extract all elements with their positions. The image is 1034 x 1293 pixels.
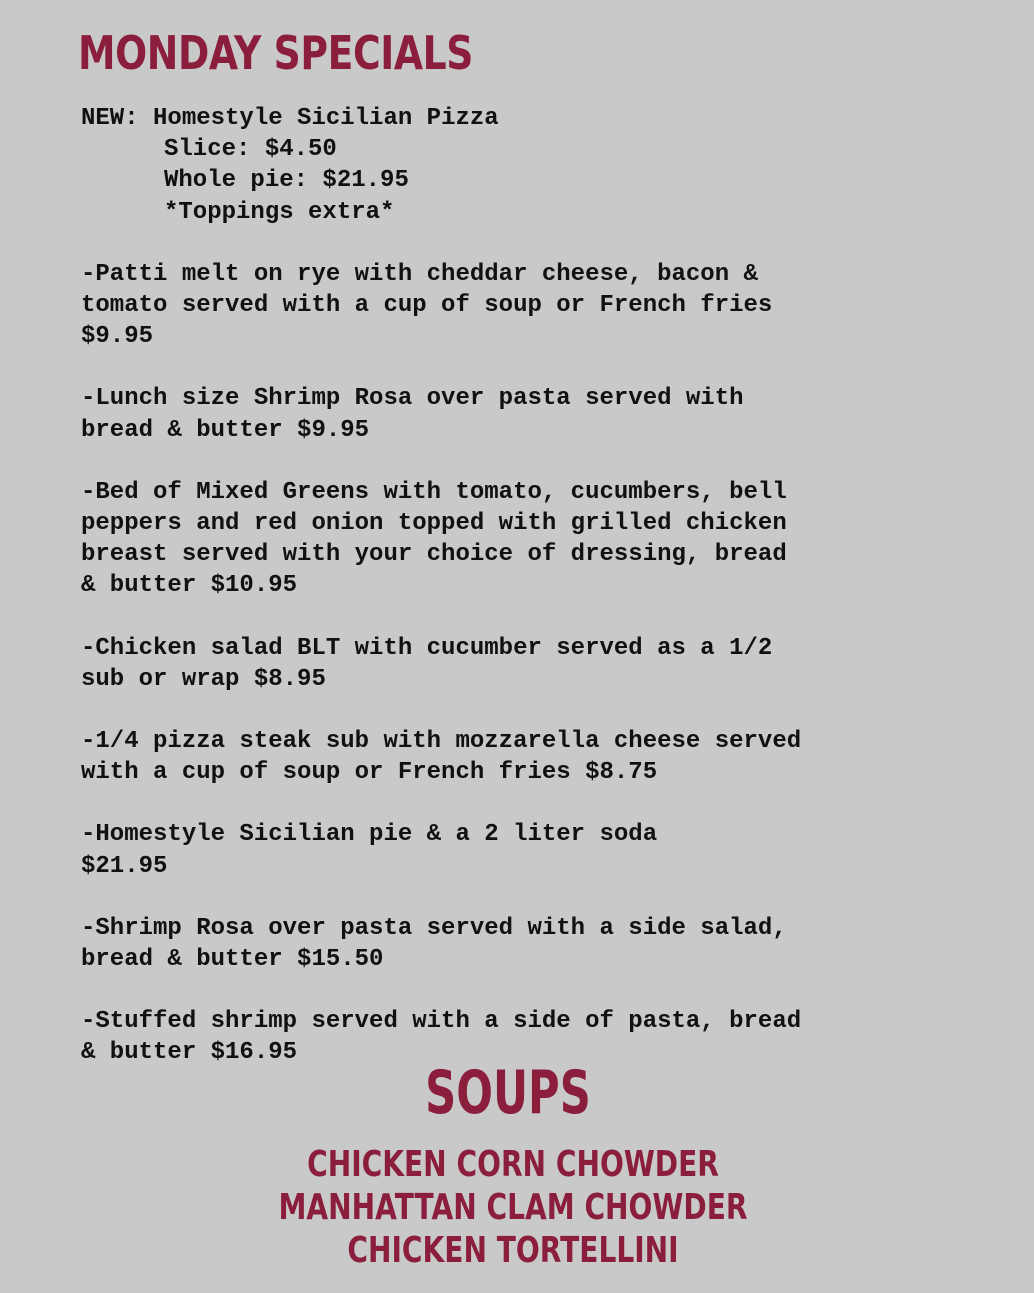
special-item-sicilian-pie-soda <box>81 819 981 881</box>
special-line: sub or wrap $8.95 <box>81 665 326 693</box>
special-line: -Homestyle Sicilian pie & a 2 liter soda <box>81 821 658 849</box>
soup-item: CHICKEN TORTELLINI <box>347 1230 679 1271</box>
soups-heading: SOUPS <box>425 1058 591 1128</box>
soup-item: MANHATTAN CLAM CHOWDER <box>278 1187 748 1228</box>
special-line: peppers and red onion topped with grilled chicken <box>81 510 787 538</box>
special-line: & butter $10.95 <box>81 572 298 600</box>
featured-label: NEW: <box>81 105 139 132</box>
featured-whole-pie-price: Whole pie: $21.95 <box>164 167 409 195</box>
special-item-pizza-steak-sub <box>81 726 981 788</box>
special-line: -Patti melt on rye with cheddar cheese, bacon & <box>81 260 758 288</box>
featured-note: *Toppings extra* <box>164 198 395 226</box>
specials-list <box>81 103 981 1069</box>
featured-slice-price: Slice: $4.50 <box>164 136 337 164</box>
special-line: bread & butter $9.95 <box>81 416 370 444</box>
special-line: & butter $16.95 <box>81 1039 298 1067</box>
special-line: -Stuffed shrimp served with a side of pasta, bread <box>81 1008 802 1036</box>
special-line: $9.95 <box>81 323 154 351</box>
featured-name: Homestyle Sicilian Pizza <box>153 105 499 132</box>
soups-list <box>0 1143 1026 1272</box>
special-line: -Lunch size Shrimp Rosa over pasta served with <box>81 385 744 413</box>
special-line: $21.95 <box>81 852 168 880</box>
special-item-chicken-salad-blt <box>81 633 981 695</box>
special-line: breast served with your choice of dressing, bread <box>81 541 787 569</box>
special-item-mixed-greens <box>81 477 981 602</box>
special-line: -Bed of Mixed Greens with tomato, cucumbers, bell <box>81 478 787 506</box>
featured-special <box>81 103 981 228</box>
soup-item: CHICKEN CORN CHOWDER <box>307 1144 719 1185</box>
special-line: -Shrimp Rosa over pasta served with a side salad, <box>81 914 787 942</box>
special-line: tomato served with a cup of soup or French fries <box>81 292 773 320</box>
special-line: with a cup of soup or French fries $8.75 <box>81 759 658 787</box>
special-item-lunch-shrimp-rosa <box>81 383 981 445</box>
special-item-patti-melt <box>81 259 981 353</box>
special-line: -1/4 pizza steak sub with mozzarella cheese served <box>81 728 802 756</box>
special-line: -Chicken salad BLT with cucumber served as a 1/2 <box>81 634 773 662</box>
featured-line <box>81 103 981 134</box>
special-item-shrimp-rosa <box>81 913 981 975</box>
page-title: MONDAY SPECIALS <box>78 26 474 80</box>
special-line: bread & butter $15.50 <box>81 946 384 974</box>
